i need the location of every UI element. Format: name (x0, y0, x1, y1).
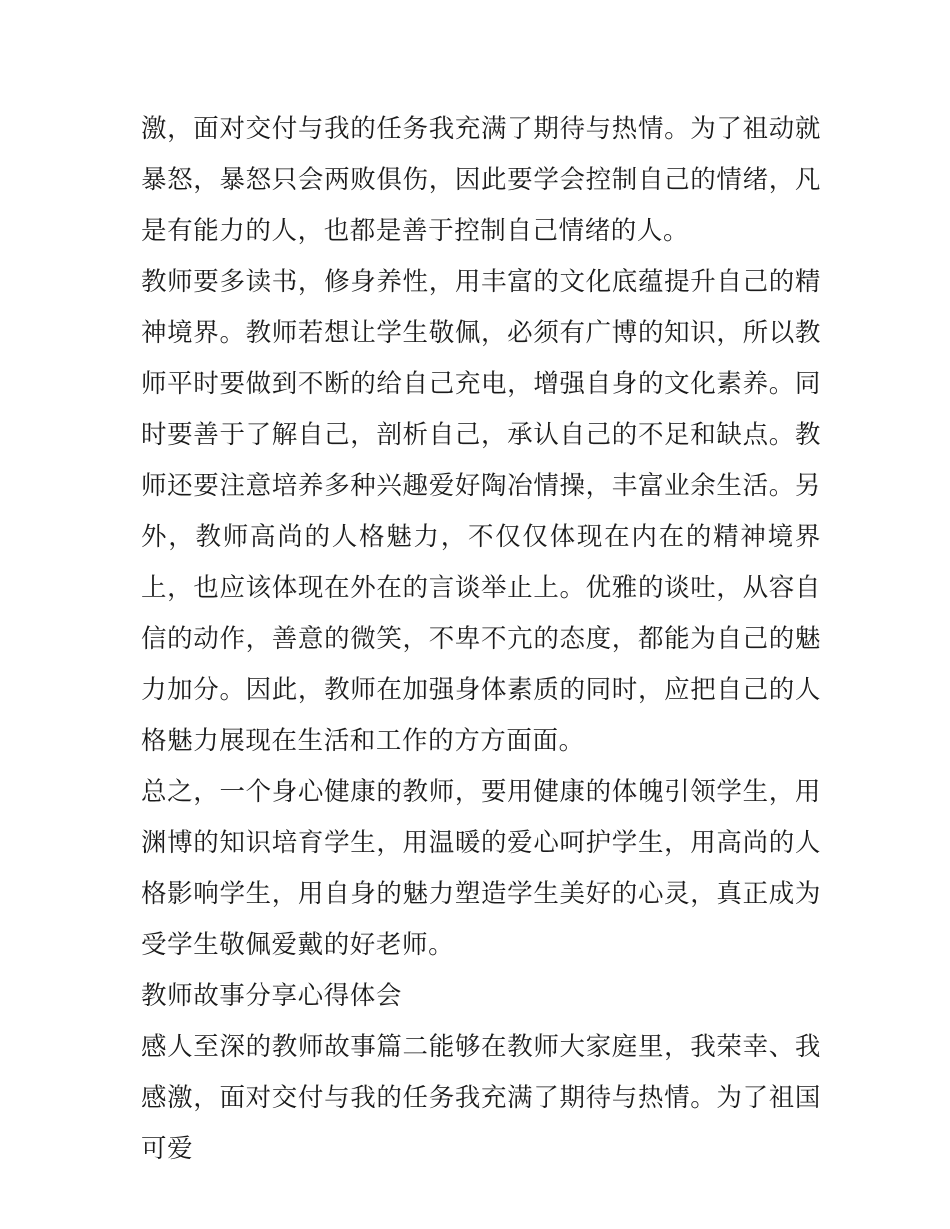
paragraph-2: 教师要多读书，修身养性，用丰富的文化底蕴提升自己的精神境界。教师若想让学生敬佩，必须有广博的知识，所以教师平时要做到不断的给自己充电，增强自身的文化素养。同时要善于了解自己，剖析自己，承认自己的不足和缺点。教师还要注意培养多种兴趣爱好陶冶情操，丰富业余生活。另外，教师高尚的人格魅力，不仅仅体现在内在的精神境界上，也应该体现在外在的言谈举止上。优雅的谈吐，从容自信的动作，善意的微笑，不卑不亢的态度，都能为自己的魅力加分。因此，教师在加强身体素质的同时，应把自己的人格魅力展现在生活和工作的方方面面。 (141, 267, 821, 756)
section-heading: 教师故事分享心得体会 (141, 981, 403, 1011)
document-body (141, 104, 821, 1175)
paragraph-3: 总之，一个身心健康的教师，要用健康的体魄引领学生，用渊博的知识培育学生，用温暖的爱心呵护学生，用高尚的人格影响学生，用自身的魅力塑造学生美好的心灵，真正成为受学生敬佩爱戴的好老师。 (141, 777, 821, 960)
paragraph-4: 感人至深的教师故事篇二能够在教师大家庭里，我荣幸、我感激，面对交付与我的任务我充满了期待与热情。为了祖国可爱 (141, 1032, 821, 1164)
paragraph-1: 激，面对交付与我的任务我充满了期待与热情。为了祖动就暴怒，暴怒只会两败俱伤，因此要学会控制自己的情绪，凡是有能力的人，也都是善于控制自己情绪的人。 (141, 114, 821, 246)
